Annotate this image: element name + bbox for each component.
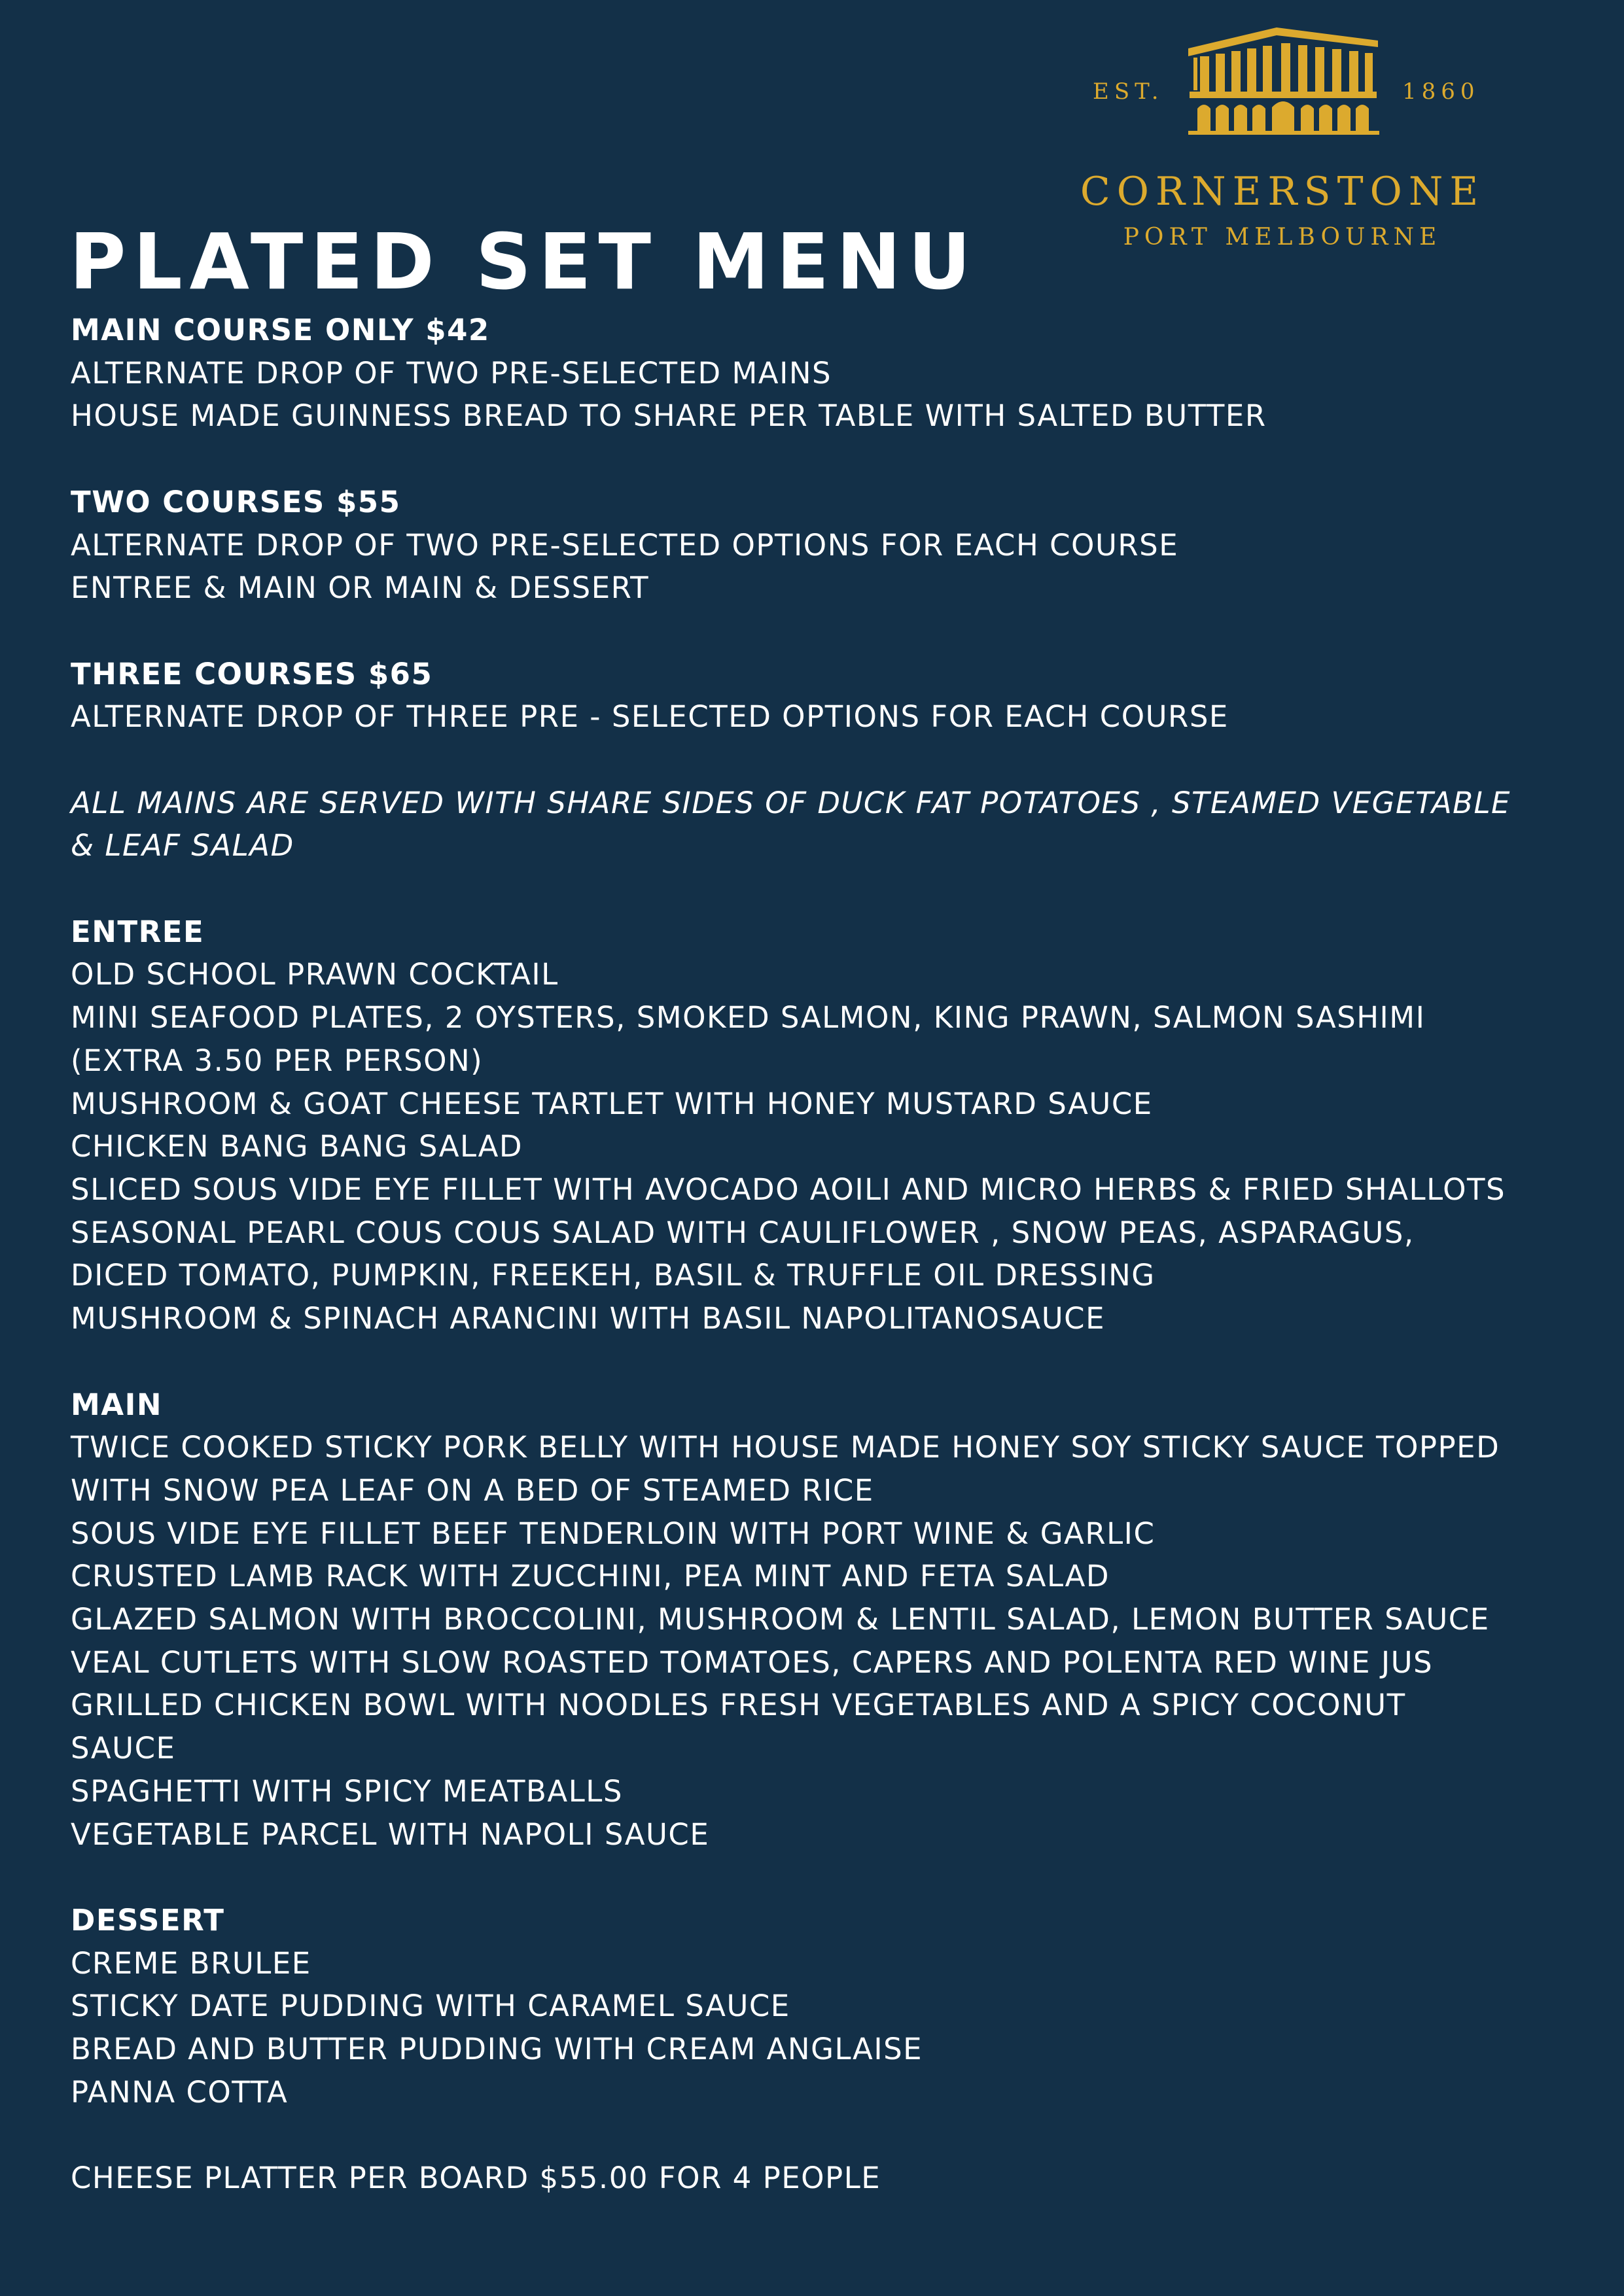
building-icon: [1182, 24, 1385, 135]
page-title: PLATED SET MENU: [69, 217, 978, 307]
menu-item: CRUSTED LAMB RACK WITH ZUCCHINI, PEA MINT AND FETA SALAD: [71, 1559, 1110, 1594]
package-line: ALTERNATE DROP OF TWO PRE-SELECTED OPTIONS FOR EACH COURSE: [71, 527, 1179, 563]
menu-item: MINI SEAFOOD PLATES, 2 OYSTERS, SMOKED SALMON, KING PRAWN, SALMON SASHIMI: [71, 1000, 1426, 1035]
package-line: HOUSE MADE GUINNESS BREAD TO SHARE PER TABLE WITH SALTED BUTTER: [71, 398, 1267, 434]
menu-item: MUSHROOM & SPINACH ARANCINI WITH BASIL NAPOLITANOSAUCE: [71, 1301, 1106, 1336]
menu-item: SPAGHETTI WITH SPICY MEATBALLS: [71, 1773, 623, 1809]
section-gap: [71, 438, 1602, 481]
menu-item: GLAZED SALMON WITH BROCCOLINI, MUSHROOM & LENTIL SALAD, LEMON BUTTER SAUCE: [71, 1602, 1490, 1637]
menu-item: SLICED SOUS VIDE EYE FILLET WITH AVOCADO AOILI AND MICRO HERBS & FRIED SHALLOTS: [71, 1172, 1506, 1207]
menu-item: STICKY DATE PUDDING WITH CARAMEL SAUCE: [71, 1989, 790, 2024]
section-gap: [71, 739, 1602, 782]
logo-location: PORT MELBOURNE: [1123, 224, 1442, 251]
package-line: ENTREE & MAIN OR MAIN & DESSERT: [71, 570, 650, 606]
section-gap: [71, 2113, 1602, 2157]
logo-est-label: EST.: [1093, 78, 1164, 105]
package-heading: THREE COURSES $65: [71, 656, 433, 691]
section-gap: [71, 610, 1602, 653]
menu-item: CREME BRULEE: [71, 1945, 311, 1981]
entree-section: [71, 911, 1602, 1340]
section-heading-entree: ENTREE: [71, 914, 205, 949]
menu-item: TWICE COOKED STICKY PORK BELLY WITH HOUSE MADE HONEY SOY STICKY SAUCE TOPPED: [71, 1430, 1500, 1465]
menu-item: PANNA COTTA: [71, 2074, 289, 2110]
menu-item: WITH SNOW PEA LEAF ON A BED OF STEAMED RICE: [71, 1472, 874, 1508]
main-section: [71, 1383, 1602, 1856]
menu-item: MUSHROOM & GOAT CHEESE TARTLET WITH HONEY MUSTARD SAUCE: [71, 1086, 1153, 1121]
note-line: ALL MAINS ARE SERVED WITH SHARE SIDES OF DUCK FAT POTATOES , STEAMED VEGETABLE: [71, 785, 1511, 820]
package-line: ALTERNATE DROP OF THREE PRE - SELECTED OPTIONS FOR EACH COURSE: [71, 699, 1229, 735]
logo-year-label: 1860: [1402, 78, 1480, 105]
menu-item: VEAL CUTLETS WITH SLOW ROASTED TOMATOES, CAPERS AND POLENTA RED WINE JUS: [71, 1644, 1434, 1680]
package-three-courses: [71, 653, 1602, 739]
menu-item: OLD SCHOOL PRAWN COCKTAIL: [71, 957, 559, 992]
menu-item: GRILLED CHICKEN BOWL WITH NOODLES FRESH VEGETABLES AND A SPICY COCONUT: [71, 1688, 1406, 1723]
section-gap: [71, 867, 1602, 911]
cornerstone-logo: [1073, 20, 1492, 262]
package-heading: TWO COURSES $55: [71, 484, 401, 519]
menu-item: DICED TOMATO, PUMPKIN, FREEKEH, BASIL & TRUFFLE OIL DRESSING: [71, 1258, 1156, 1293]
menu-item: CHICKEN BANG BANG SALAD: [71, 1129, 523, 1164]
package-line: ALTERNATE DROP OF TWO PRE-SELECTED MAINS: [71, 355, 832, 391]
section-gap: [71, 1340, 1602, 1383]
menu-item: VEGETABLE PARCEL WITH NAPOLI SAUCE: [71, 1817, 710, 1852]
dessert-section: [71, 1899, 1602, 2114]
package-two-courses: [71, 481, 1602, 610]
section-gap: [71, 1856, 1602, 1899]
note-line: & LEAF SALAD: [71, 828, 294, 863]
logo-brand-name: CORNERSTONE: [1080, 169, 1485, 215]
package-heading: MAIN COURSE ONLY $42: [71, 313, 490, 347]
menu-content: [71, 309, 1602, 2200]
mains-note: [71, 782, 1602, 867]
section-heading-main: MAIN: [71, 1387, 163, 1422]
package-main-course-only: [71, 309, 1602, 438]
menu-item: SAUCE: [71, 1731, 176, 1766]
menu-item: (EXTRA 3.50 PER PERSON): [71, 1043, 484, 1078]
cheese-platter-line: CHEESE PLATTER PER BOARD $55.00 FOR 4 PEOPLE: [71, 2161, 881, 2196]
menu-item: SOUS VIDE EYE FILLET BEEF TENDERLOIN WITH PORT WINE & GARLIC: [71, 1516, 1156, 1551]
menu-item: BREAD AND BUTTER PUDDING WITH CREAM ANGLAISE: [71, 2032, 923, 2067]
menu-item: SEASONAL PEARL COUS COUS SALAD WITH CAULIFLOWER , SNOW PEAS, ASPARAGUS,: [71, 1215, 1415, 1250]
section-heading-dessert: DESSERT: [71, 1902, 225, 1938]
